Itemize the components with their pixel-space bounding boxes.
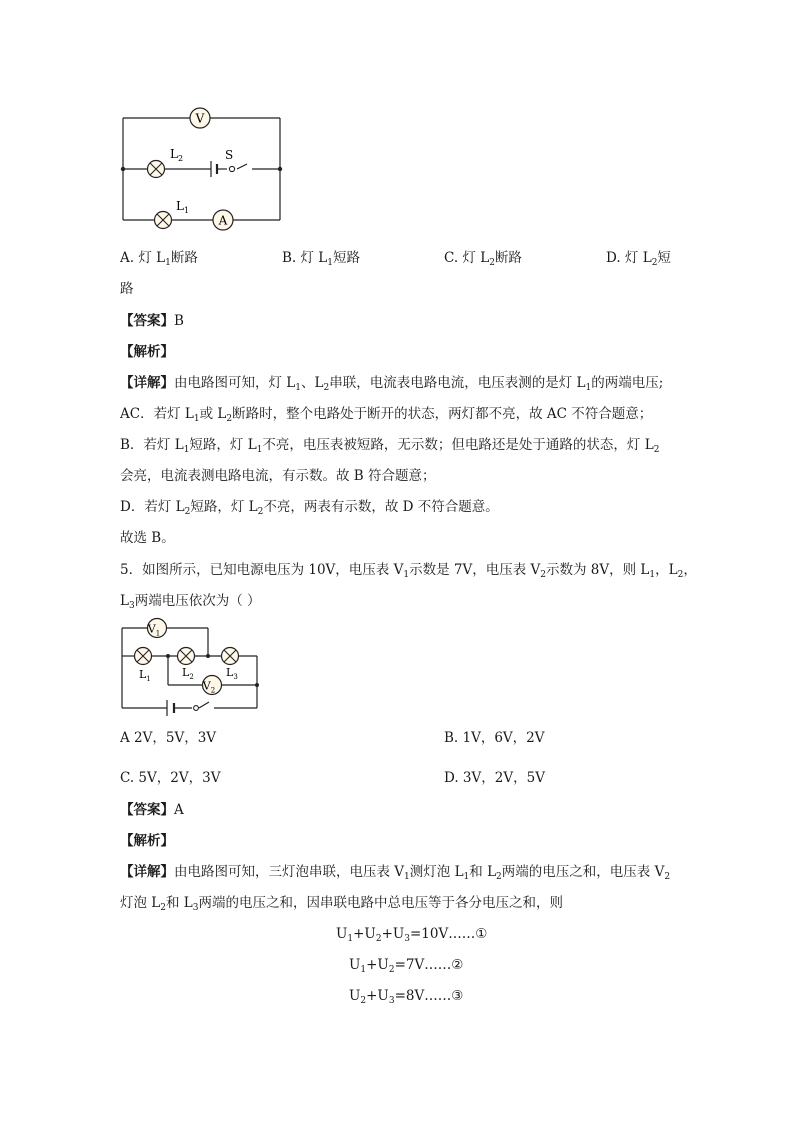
lamp-l3-label: $L_3$: [226, 666, 238, 681]
lamp-l3-icon: [222, 648, 239, 665]
voltmeter-v1-icon: [147, 619, 167, 638]
lamp-l2-icon: [178, 648, 195, 665]
q5-stem-line-2: $L_3$两端电压依次为（ ）: [120, 593, 261, 611]
q4-option-c: C. 灯 $L_2$断路: [444, 250, 522, 268]
lamp-l1-icon: [135, 648, 152, 665]
circuit-diagram-2: [112, 612, 272, 720]
q4-option-b: B. 灯 $L_1$短路: [282, 250, 360, 268]
lamp-l1-label: $L_1$: [176, 199, 190, 215]
ammeter-icon: [213, 210, 233, 230]
q5-answer: 【答案】A: [120, 802, 184, 818]
lamp-l1-icon: [155, 212, 172, 229]
switch-contact-icon: [194, 706, 199, 711]
voltmeter-icon: [190, 108, 210, 128]
q4-analysis-label: 【解析】: [120, 344, 174, 360]
q5-option-c: C. 5V，2V，3V: [120, 770, 221, 786]
svg-text:V1: $V_1$: [147, 622, 161, 638]
q5-option-b: B. 1V，6V，2V: [444, 730, 545, 746]
q5-detail-line-2: 灯泡 $L_2$和 $L_3$两端的电压之和，因串联电路中总电压等于各分电压之和，则: [120, 895, 563, 913]
switch-label: S: [225, 148, 234, 162]
switch-contact-icon: [229, 166, 234, 171]
lamp-l1-label: $L_1$: [139, 668, 151, 683]
q4-option-d: D. 灯 $L_2$短: [606, 250, 671, 268]
q4-detail-line-6: 故选 B。: [120, 530, 175, 546]
circuit-diagram-1: [110, 98, 300, 233]
svg-text:V: V: [195, 111, 205, 126]
q4-option-a: A. 灯 $L_1$断路: [120, 250, 198, 268]
q5-stem-line-1: 5．如图所示，已知电源电压为 10V，电压表 $V_1$示数是 7V，电压表 $V_2$示数为 8V，则 $L_1$，$L_2$，: [120, 562, 697, 580]
equation-1: $U_1+U_2+U_3=10V\dots\dots ①$: [336, 926, 488, 944]
q5-option-a: A 2V，5V，3V: [120, 730, 217, 746]
q4-detail-line-5: D．若灯 $L_2$短路，灯 $L_2$不亮，两表有示数，故 D 不符合题意。: [120, 499, 499, 517]
svg-text:A: A: [218, 213, 228, 228]
q4-detail-line-2: AC．若灯 $L_1$或 $L_2$断路时，整个电路处于断开的状态，两灯都不亮，故 AC 不符合题意；: [120, 406, 653, 424]
q5-analysis-label: 【解析】: [120, 833, 174, 849]
q4-detail-line-4: 会亮，电流表测电路电流，有示数。故 B 符合题意；: [120, 468, 436, 484]
equation-2: $U_1+U_2=7V\dots\dots ②$: [349, 957, 464, 975]
equation-3: $U_2+U_3=8V\dots\dots ③$: [349, 988, 464, 1006]
lamp-l2-label: $L_2$: [182, 666, 194, 681]
lamp-l2-label: $L_2$: [170, 147, 184, 163]
q4-detail-line-3: B．若灯 $L_1$短路，灯 $L_1$不亮，电压表被短路，无示数；但电路还是处于通路的状态，灯 $L_2$: [120, 437, 660, 455]
svg-text:V2: $V_2$: [202, 679, 216, 695]
voltmeter-v2-icon: [202, 676, 222, 695]
lamp-l2-icon: [148, 161, 165, 178]
q4-option-d-wrap: 路: [120, 281, 134, 297]
q5-option-d: D. 3V，2V，5V: [444, 770, 545, 786]
q5-detail-line-1: 【详解】由电路图可知，三灯泡串联，电压表 $V_1$测灯泡 $L_1$和 $L_2$两端的电压之和，电压表 $V_2$: [120, 864, 671, 882]
q4-detail-line-1: 【详解】由电路图可知，灯 $L_1$、$L_2$串联，电流表电路电流，电压表测的是灯 $L_1$的两端电压;: [120, 375, 664, 393]
q4-answer: 【答案】B: [120, 313, 184, 329]
